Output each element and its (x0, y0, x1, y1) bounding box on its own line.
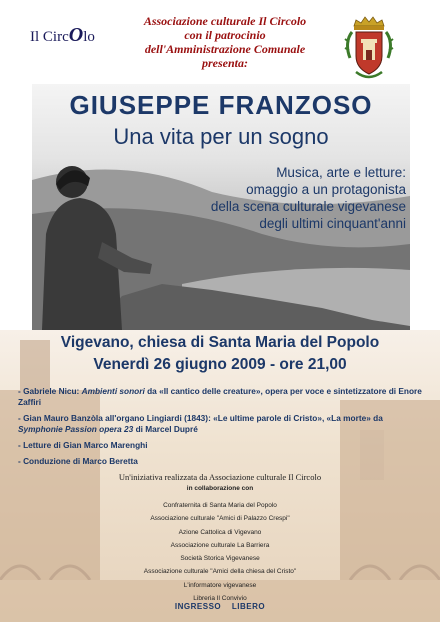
assoc-line: presenta: (202, 56, 248, 70)
program-work-title: Ambienti sonori (81, 386, 145, 396)
event-details (0, 330, 440, 622)
event-title: GIUSEPPE FRANZOSO (69, 90, 373, 120)
partner-org: Confraternita di Santa Maria del Popolo (163, 502, 277, 509)
event-tagline (198, 164, 406, 232)
logo-o: O (68, 24, 84, 46)
assoc-line: Associazione culturale Il Circolo (143, 14, 307, 28)
tagline-line: Musica, arte e letture: (276, 165, 406, 180)
partner-org: Azione Cattolica di Vigevano (178, 528, 262, 536)
assoc-line: dell'Amministrazione Comunale (144, 42, 306, 56)
tagline-line: omaggio a un protagonista (246, 182, 406, 197)
event-subtitle: Una vita per un sogno (113, 124, 329, 149)
partner-org: Associazione culturale "Amici della chiesa del Cristo" (143, 568, 297, 576)
program-list (18, 386, 426, 472)
program-item: - Conduzione di Marco Beretta (18, 456, 138, 466)
coat-of-arms-icon (344, 12, 394, 84)
program-item: - Letture di Gian Marco Marenghi (18, 440, 148, 450)
free-entry-notice: INGRESSO LIBERO (174, 602, 266, 611)
program-text: - Gian Mauro Banzòla all'organo Lingiardi (1843): «Le ultime parole di Cristo», «La morte» da (18, 413, 383, 423)
franzoso-photo (32, 84, 410, 330)
program-text: - Gabriele Nicu: (18, 386, 82, 396)
program-item (18, 386, 426, 408)
partner-org: Associazione culturale "Amici di Palazzo Crespi" (150, 515, 290, 523)
collaboration-heading: in collaborazione con (186, 485, 254, 492)
tagline-line: degli ultimi cinquant'anni (259, 216, 406, 231)
partner-org: Società Storica Vigevanese (180, 555, 260, 563)
program-item (18, 413, 426, 435)
partner-list (0, 499, 440, 605)
program-work-title: Symphonie Passion opera 23 (18, 424, 134, 434)
partner-org: L'informatore vigevanese (183, 581, 257, 589)
program-text: da «Il cantico delle creature», opera per voce e sintetizzatore di Enore Zaffiri (18, 386, 422, 407)
event-venue: Vigevano, chiesa di Santa Maria del Popolo (60, 334, 380, 351)
logo-prefix: Il Circ (30, 29, 69, 45)
logo-suffix: lo (83, 29, 95, 45)
event-date: Venerdì 26 giugno 2009 - ore 21,00 (93, 356, 347, 373)
assoc-line: con il patrocinio (184, 28, 266, 42)
association-header (110, 14, 340, 70)
circolo-logo (30, 24, 95, 47)
program-text: di Marcel Dupré (133, 424, 198, 434)
initiative-credit: Un'iniziativa realizzata da Associazione culturale Il Circolo (118, 472, 322, 482)
partner-org: Libreria Il Convivio (193, 595, 247, 603)
tagline-line: della scena culturale vigevanese (210, 199, 406, 214)
partner-org: Associazione culturale La Barriera (170, 541, 270, 549)
